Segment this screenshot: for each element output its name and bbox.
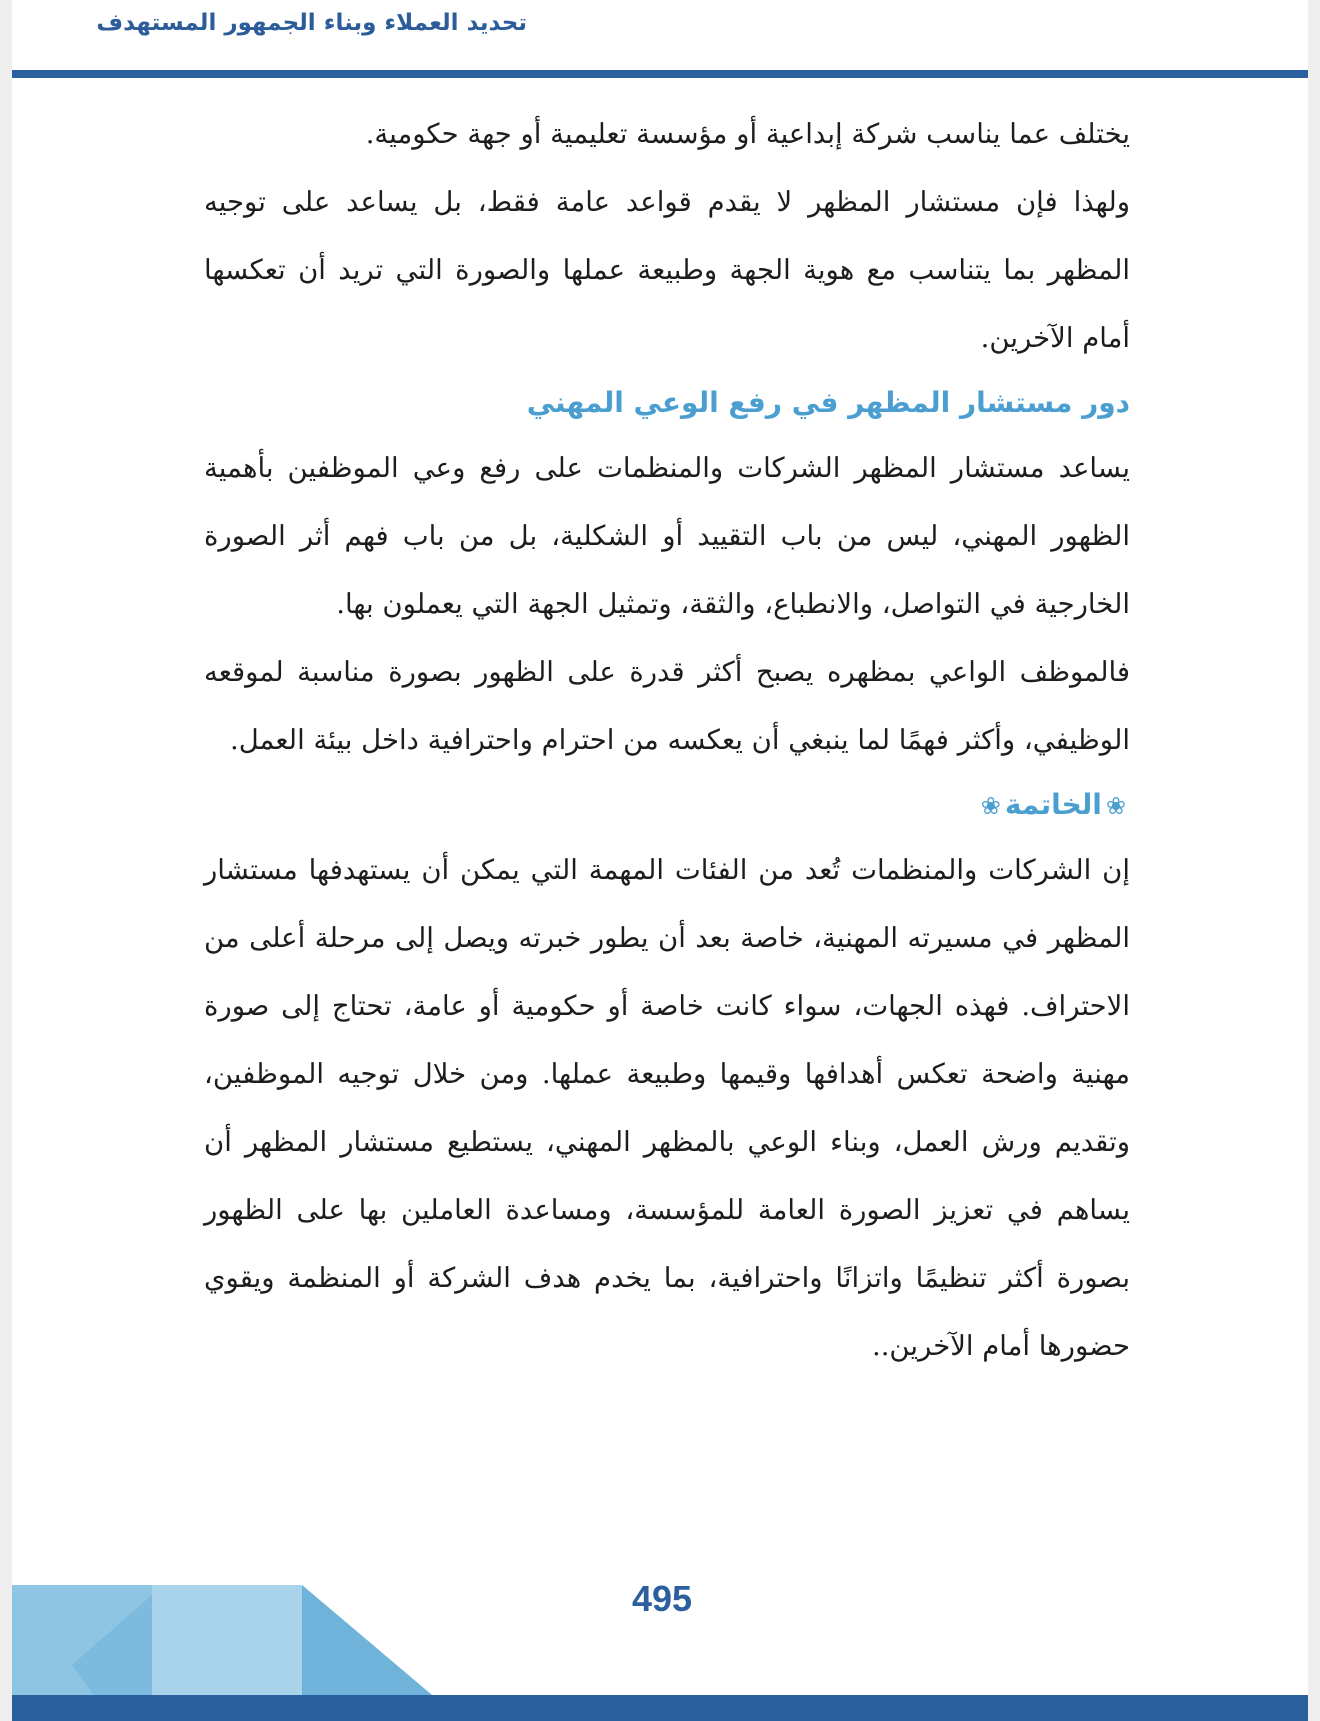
section-heading-conclusion — [204, 774, 1130, 836]
flower-ornament-icon: ❀ — [980, 792, 1001, 820]
paragraph-consultant-role: ولهذا فإن مستشار المظهر لا يقدم قواعد عامة فقط، بل يساعد على توجيه المظهر بما يتناسب مع هوية الجهة وطبيعة عملها والصورة التي تريد أن تعكسها أمام الآخرين. — [204, 186, 1130, 354]
section-heading-awareness-text: دور مستشار المظهر في رفع الوعي المهني — [526, 386, 1130, 419]
page-number: 495 — [631, 1578, 693, 1619]
running-header — [12, 0, 1308, 72]
running-header-title: تحديد العملاء وبناء الجمهور المستهدف — [96, 10, 527, 36]
body-text — [204, 100, 1130, 1380]
header-rule — [12, 70, 1308, 78]
paragraph-awareness-2: فالموظف الواعي بمظهره يصبح أكثر قدرة على الظهور بصورة مناسبة لموقعه الوظيفي، وأكثر فهمًا لما ينبغي أن يعكسه من احترام واحترافية داخل بيئة العمل. — [204, 656, 1130, 756]
paragraph-intro-end: يختلف عما يناسب شركة إبداعية أو مؤسسة تعليمية أو جهة حكومية. — [365, 118, 1130, 150]
section-heading-awareness — [204, 372, 1130, 434]
paragraph-conclusion: إن الشركات والمنظمات تُعد من الفئات المهمة التي يمكن أن يستهدفها مستشار المظهر في مسيرته المهنية، خاصة بعد أن يطور خبرته ويصل إلى مرحلة أعلى من الاحتراف. فهذه الجهات، سواء كانت خاصة أو حكومية أو عامة، تحتاج إلى صورة مهنية واضحة تعكس أهدافها وقيمها وطبيعة عملها. ومن خلال توجيه الموظفين، وتقديم ورش العمل، وبناء الوعي بالمظهر المهني، يستطيع مستشار المظهر أن يساهم في تعزيز الصورة العامة للمؤسسة، ومساعدة العاملين بها على الظهور بصورة أكثر تنظيمًا واتزانًا واحترافية، بما يخدم هدف الشركة أو المنظمة ويقوي حضورها أمام الآخرين.. — [204, 854, 1131, 1362]
paragraph-awareness-1: يساعد مستشار المظهر الشركات والمنظمات على رفع وعي الموظفين بأهمية الظهور المهني، ليس من باب التقييد أو الشكلية، بل من باب فهم أثر الصورة الخارجية في التواصل، والانطباع، والثقة، وتمثيل الجهة التي يعملون بها. — [204, 452, 1130, 620]
flower-ornament-icon: ❀ — [1105, 792, 1126, 820]
section-heading-conclusion-text: الخاتمة — [1004, 788, 1102, 821]
document-page — [12, 0, 1308, 1721]
